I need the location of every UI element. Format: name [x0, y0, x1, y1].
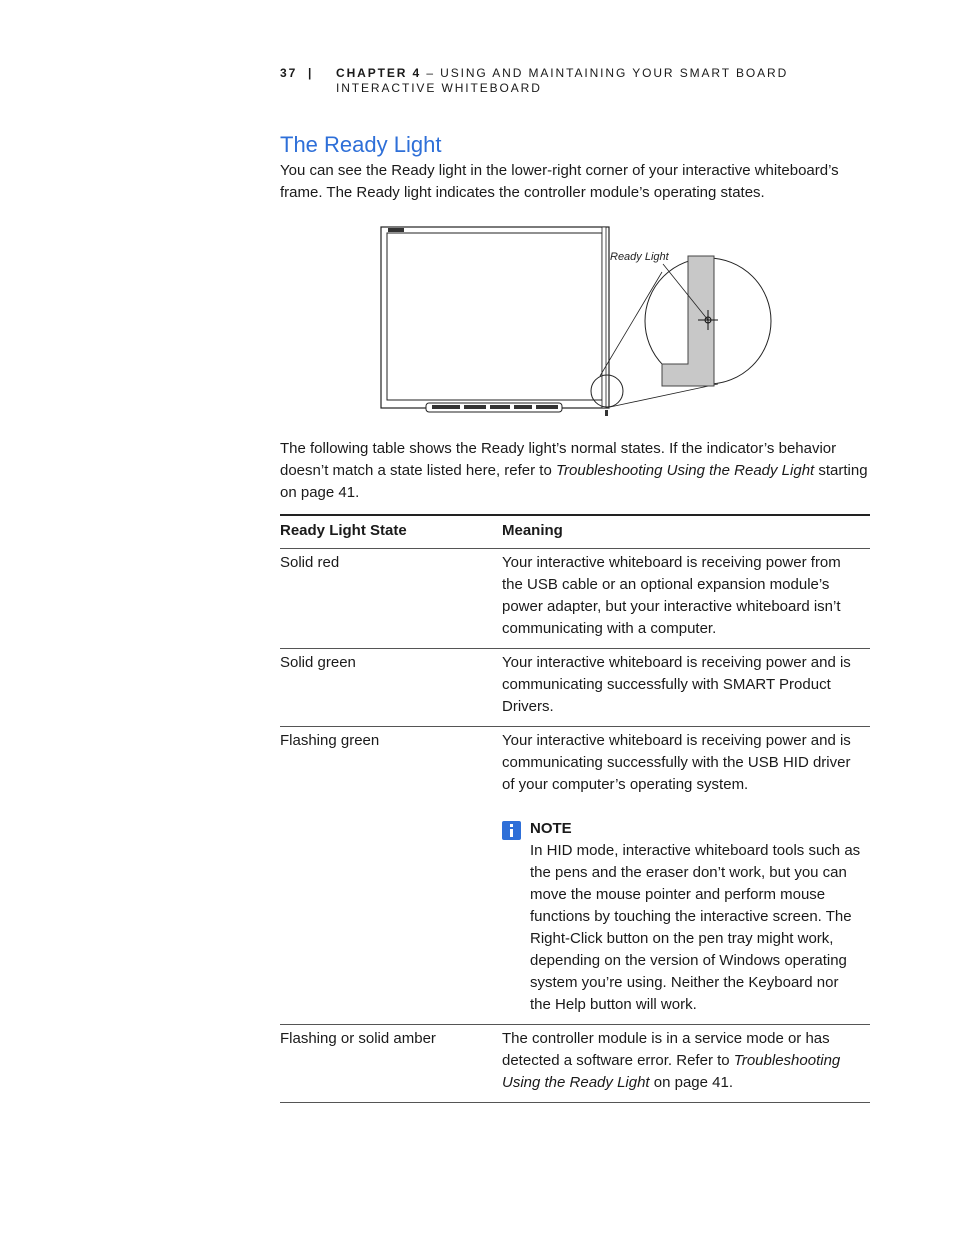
troubleshooting-reference: Troubleshooting Using the Ready Light: [555, 462, 815, 479]
whiteboard-screen: [387, 233, 602, 400]
whiteboard-figure: [378, 224, 778, 419]
table-intro-tail: starting on page 41.: [280, 462, 868, 501]
chapter-heading: [336, 66, 876, 96]
table-row: [280, 727, 870, 1025]
meaning-cell: Your interactive whiteboard is receiving power and is communicating successfully with SMART Product Drivers.: [502, 649, 870, 727]
table-row: [280, 649, 870, 727]
table-intro-text: The following table shows the Ready light’s normal states. If the indicator’s behavior doesn’t match a state listed here, refer to: [280, 440, 837, 479]
state-cell: Flashing green: [280, 727, 502, 1025]
info-icon: [502, 821, 521, 840]
note-title: NOTE: [530, 820, 572, 837]
ready-light-indicator: [605, 410, 608, 416]
note-text: In HID mode, interactive whiteboard tools such as the pens and the eraser don’t work, but you can move the mouse pointer and perform mouse functions by touching the interactive screen. The Right-Click button on the pen tray might work, depending on the version of Windows operating system you’re using. Neither the Keyboard nor the Help button will work.: [530, 842, 861, 1013]
state-cell: Solid green: [280, 649, 502, 727]
section-title: The Ready Light: [280, 132, 442, 157]
header-separator: |: [308, 66, 314, 80]
ready-light-callout: Ready Light: [610, 251, 669, 263]
state-cell: Solid red: [280, 549, 502, 649]
logo-mark: [388, 228, 404, 232]
column-header-meaning: Meaning: [502, 515, 870, 549]
state-cell: Flashing or solid amber: [280, 1025, 502, 1103]
table-row: [280, 549, 870, 649]
chapter-title: – USING AND MAINTAINING YOUR SMART BOARD INTERACTIVE WHITEBOARD: [336, 66, 789, 95]
table-header-row: [280, 515, 870, 549]
table-intro-paragraph: [280, 438, 870, 504]
troubleshooting-reference: Troubleshooting Using the Ready Light: [502, 1052, 841, 1091]
chapter-label: CHAPTER 4: [336, 66, 422, 80]
page-number: 37: [280, 66, 298, 80]
meaning-text: Your interactive whiteboard is receiving power and is communicating successfully with the USB HID driver of your computer’s operating system.: [502, 732, 851, 793]
note-block: [502, 818, 862, 1016]
intro-paragraph: You can see the Ready light in the lower-right corner of your interactive whiteboard’s frame. The Ready light indicates the controller module’s operating states.: [280, 162, 839, 201]
column-header-state: Ready Light State: [280, 515, 502, 549]
meaning-cell: The controller module is in a service mode or has detected a software error. Refer to Troubleshooting Using the Ready Light on page 41.: [502, 1025, 870, 1103]
ready-light-states-table: [280, 514, 870, 1103]
table-row: [280, 1025, 870, 1103]
meaning-cell: Your interactive whiteboard is receiving power from the USB cable or an optional expansion module’s power adapter, but your interactive whiteboard isn’t communicating with a computer.: [502, 549, 870, 649]
meaning-cell: [502, 727, 870, 1025]
